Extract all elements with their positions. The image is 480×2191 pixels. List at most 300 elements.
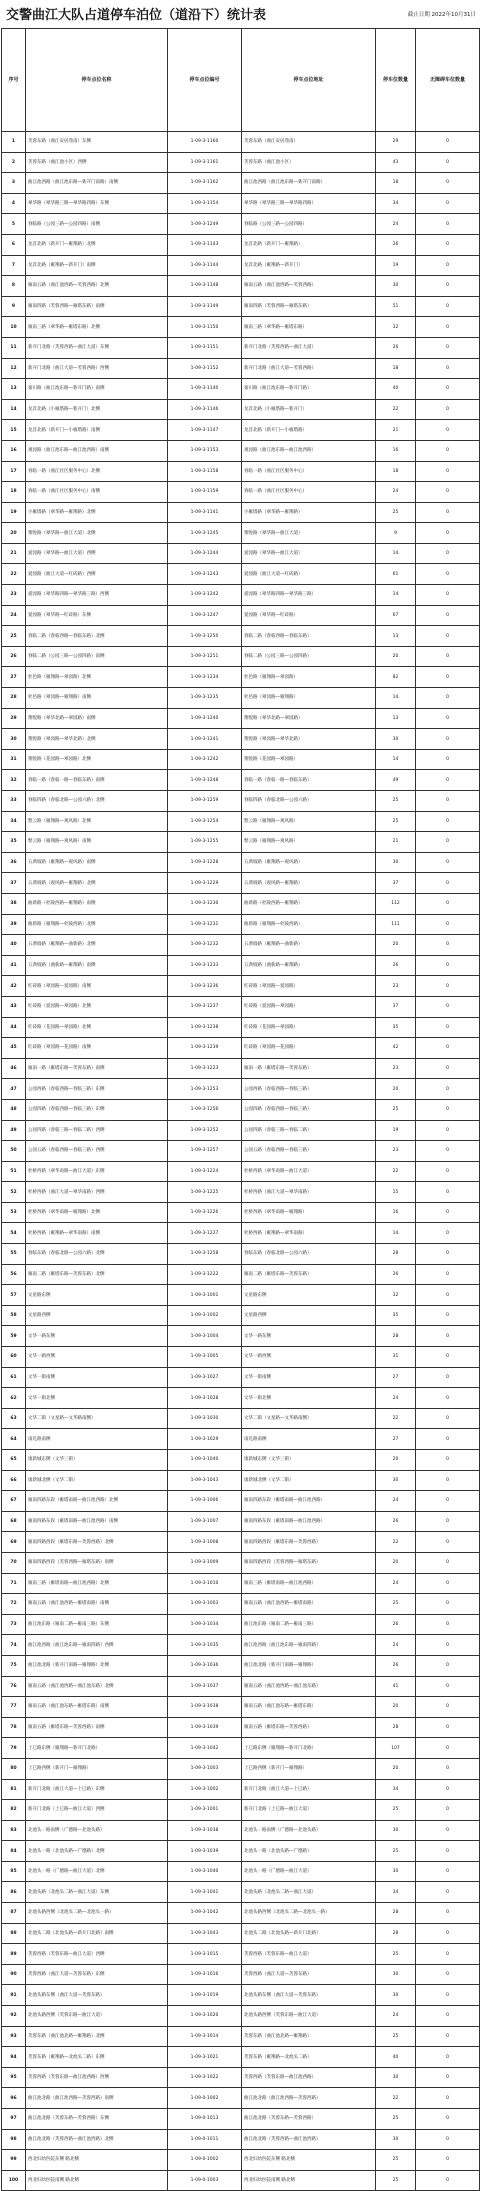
cell-bar: 0 (416, 1614, 480, 1635)
cell-cnt: 30 (376, 1985, 416, 2006)
cell-cnt: 24 (376, 1573, 416, 1594)
cell-name: 新开门北路（上巳路—曲江大道）西侧 (26, 1800, 168, 1821)
table-row (2, 729, 480, 750)
cell-loc: 新开门北路（曲江大道—芙蓉西路） (242, 358, 376, 379)
cell-name: 曲江池北路（新开门南路—雁翔路）北侧 (26, 1655, 168, 1676)
cell-cnt: 26 (376, 234, 416, 255)
table-row (2, 1532, 480, 1553)
cell-cnt: 20 (376, 1552, 416, 1573)
cell-code: 1-09-3-1004 (168, 1326, 242, 1347)
cell-bar: 0 (416, 749, 480, 770)
cell-loc: 观园路（曲江池东路—曲江池西路） (242, 440, 376, 461)
cell-loc: 文华一街南侧 (242, 1367, 376, 1388)
table-row (2, 132, 480, 153)
table-row (2, 399, 480, 420)
cell-name: 文华一街南侧 (26, 1367, 168, 1388)
table-row (2, 1841, 480, 1862)
cell-bar: 0 (416, 770, 480, 791)
cell-no: 36 (2, 852, 26, 873)
cell-bar: 0 (416, 1367, 480, 1388)
cell-bar: 0 (416, 1264, 480, 1285)
cell-cnt: 23 (376, 1141, 416, 1162)
cell-name: 南礼路南侧 (26, 1429, 168, 1450)
cell-cnt: 24 (376, 1388, 416, 1409)
cell-loc: 文华一路西侧 (242, 1347, 376, 1368)
cell-cnt: 41 (376, 1676, 416, 1697)
cell-loc: 龙首北路（小雁塔路—新开门） (242, 399, 376, 420)
cell-code: 1-09-0-1003 (168, 2170, 242, 2191)
cell-cnt: 24 (376, 1635, 416, 1656)
cell-code: 1-09-3-1146 (168, 399, 242, 420)
cell-loc: 芙蓉东路（曲江安居苑南） (242, 132, 376, 153)
cell-cnt: 25 (376, 791, 416, 812)
cell-no: 89 (2, 1944, 26, 1965)
table-row (2, 1347, 480, 1368)
cell-loc: 杜桥西路（雁翔路—翠华南路） (242, 1223, 376, 1244)
cell-bar: 0 (416, 1655, 480, 1676)
table-row (2, 1038, 480, 1059)
cell-no: 80 (2, 1758, 26, 1779)
cell-bar: 0 (416, 1882, 480, 1903)
cell-name: 北池头一路（广德路—曲江大道）北侧 (26, 1861, 168, 1882)
cell-code: 1-09-3-1224 (168, 1161, 242, 1182)
cell-loc: 文华一街北侧 (242, 1388, 376, 1409)
cell-bar: 0 (416, 2047, 480, 2068)
cell-code: 1-09-3-1241 (168, 729, 242, 750)
cell-code: 1-09-3-1040 (168, 1861, 242, 1882)
cell-no: 6 (2, 234, 26, 255)
table-row (2, 585, 480, 606)
cell-no: 28 (2, 688, 26, 709)
table-row (2, 564, 480, 585)
table-row (2, 688, 480, 709)
table-row (2, 1202, 480, 1223)
cell-no: 86 (2, 1882, 26, 1903)
cell-bar: 0 (416, 1552, 480, 1573)
cell-name: 杜桥西路（雁翔路—翠华南路）南侧 (26, 1223, 168, 1244)
cell-no: 18 (2, 482, 26, 503)
cell-loc: 文华二街（文星路—文华路南侧） (242, 1408, 376, 1429)
cell-no: 9 (2, 296, 26, 317)
cell-name: 杜桥西路（翠华南路—雁翔路）北侧 (26, 1202, 168, 1223)
cell-cnt: 82 (376, 667, 416, 688)
cell-loc: 公园五路（春临西路—春临三路） (242, 1141, 376, 1162)
cell-code: 1-09-0-1011 (168, 2129, 242, 2150)
cell-no: 21 (2, 543, 26, 564)
cell-bar: 0 (416, 358, 480, 379)
cell-loc: 雁南四路东段（雁塔南路—曲江池西路） (242, 1491, 376, 1512)
cell-bar: 0 (416, 1800, 480, 1821)
cell-bar: 0 (416, 1758, 480, 1779)
cell-no: 41 (2, 955, 26, 976)
cell-code: 1-09-3-1243 (168, 564, 242, 585)
cell-name: 曲江池北路（芙蓉东路—芙蓉西路）东侧 (26, 2109, 168, 2130)
cell-no: 75 (2, 1655, 26, 1676)
cell-name: 雁南四路（芙蓉西路—雁塔东路）南侧 (26, 296, 168, 317)
header-barrier-free: 无障碍车位数量 (416, 29, 480, 132)
cell-name: 雁南二路（雁塔东路—芙蓉东路）北侧 (26, 1264, 168, 1285)
cell-name: 文星路东侧 (26, 1285, 168, 1306)
cell-bar: 0 (416, 914, 480, 935)
cell-no: 11 (2, 337, 26, 358)
cell-name: 红砖路（翠园路—爱园路）南侧 (26, 976, 168, 997)
cell-name: 北池头二路（北池头路—新开门北路）南侧 (26, 1923, 168, 1944)
cell-code: 1-09-3-1247 (168, 605, 242, 626)
cell-bar: 0 (416, 440, 480, 461)
table-row (2, 2006, 480, 2027)
cell-cnt: 43 (376, 152, 416, 173)
cell-name: 雁南五路（曲江池西路—雁塔南路）南侧 (26, 1594, 168, 1615)
cell-bar: 0 (416, 193, 480, 214)
table-row (2, 1820, 480, 1841)
cell-cnt: 21 (376, 832, 416, 853)
cell-name: 芙蓉东路（曲江安居苑南）东侧 (26, 132, 168, 153)
cell-loc: 翔悦路（翠华北路—翠园路） (242, 708, 376, 729)
table-row (2, 1408, 480, 1429)
table-row (2, 1697, 480, 1718)
cell-loc: 雁南四路东段（雁塔南路—曲江池西路） (242, 1511, 376, 1532)
cell-loc: 文华一路东侧 (242, 1326, 376, 1347)
table-row (2, 358, 480, 379)
table-row (2, 1903, 480, 1924)
cell-name: 雁南五路（雁塔东路—芙蓉西路）南侧 (26, 1717, 168, 1738)
cell-name: 繁云路（雁翔路—观风路）北侧 (26, 811, 168, 832)
cell-name: 上巳路西侧（新开门—雁翔路） (26, 1758, 168, 1779)
cell-no: 92 (2, 2006, 26, 2027)
cell-name: 文华一路西侧 (26, 1347, 168, 1368)
cell-cnt: 13 (376, 626, 416, 647)
cell-bar: 0 (416, 1244, 480, 1265)
cell-loc: 杜桥西路（曲江大道—翠华南路） (242, 1182, 376, 1203)
cell-code: 1-09-3-1001 (168, 1800, 242, 1821)
table-row (2, 337, 480, 358)
cell-bar: 0 (416, 2026, 480, 2047)
cell-no: 88 (2, 1923, 26, 1944)
cell-loc: 公园西路（春临西路—春临三路） (242, 1079, 376, 1100)
cell-bar: 0 (416, 379, 480, 400)
cell-name: 文华二街（文星路—文华路南侧） (26, 1408, 168, 1429)
table-row (2, 852, 480, 873)
cell-loc: 春临四路（春临北路—公园六路） (242, 791, 376, 812)
cell-code: 1-09-3-1001 (168, 1285, 242, 1306)
cell-loc: 春临一路（曲江社区服务中心） (242, 461, 376, 482)
cell-name: 龙首北路（新开门—雁翔路）北侧 (26, 234, 168, 255)
cell-code: 1-09-3-1039 (168, 1717, 242, 1738)
cell-no: 5 (2, 214, 26, 235)
cell-bar: 0 (416, 605, 480, 626)
cell-no: 73 (2, 1614, 26, 1635)
cell-name: 雁南一路（雁塔东路—芙蓉东路）南侧 (26, 1058, 168, 1079)
cell-name: 公园西路（春临西路—春临三路）东侧 (26, 1079, 168, 1100)
cell-no: 34 (2, 811, 26, 832)
cell-no: 97 (2, 2109, 26, 2130)
cell-no: 4 (2, 193, 26, 214)
cell-name: 曲江池西路（曲江池东路—雁南四路）西侧 (26, 1635, 168, 1656)
cell-bar: 0 (416, 626, 480, 647)
cell-name: 曲新路（雁翔路—杜陵西路）北侧 (26, 914, 168, 935)
cell-bar: 0 (416, 1717, 480, 1738)
cell-no: 87 (2, 1903, 26, 1924)
cell-name: 杜桥西路（曲江大道—翠华南路）西侧 (26, 1182, 168, 1203)
cell-code: 1-09-3-1151 (168, 337, 242, 358)
cell-name: 春临四路（春临北路—公园六路）北侧 (26, 791, 168, 812)
cell-loc: 康新城北侧（文华二街） (242, 1470, 376, 1491)
cell-loc: 康新城东侧（文华三街） (242, 1450, 376, 1471)
cell-no: 39 (2, 914, 26, 935)
cell-cnt: 26 (376, 1264, 416, 1285)
cell-bar: 0 (416, 1635, 480, 1656)
table-row (2, 1738, 480, 1759)
cell-name: 雁南三路（雁塔南路—曲江池西路）北侧 (26, 1573, 168, 1594)
cell-loc: 繁云路（雁翔路—观风路） (242, 811, 376, 832)
cell-no: 37 (2, 873, 26, 894)
cell-cnt: 21 (376, 420, 416, 441)
cell-loc: 曲江池西路（曲江池东路—新开门南路） (242, 173, 376, 194)
table-row (2, 1861, 480, 1882)
cell-code: 1-09-3-1027 (168, 1367, 242, 1388)
cell-no: 62 (2, 1388, 26, 1409)
cell-no: 19 (2, 502, 26, 523)
cell-name: 芙蓉东路（雁翔路—北池头二路）东侧 (26, 2047, 168, 2068)
cell-no: 15 (2, 420, 26, 441)
cell-cnt: 29 (376, 132, 416, 153)
cell-no: 2 (2, 152, 26, 173)
cell-name: 公园五路（春临西路—春临三路）西侧 (26, 1141, 168, 1162)
table-row (2, 379, 480, 400)
cell-name: 春临路（公园三路—公园四路）南侧 (26, 214, 168, 235)
cell-code: 1-09-3-1036 (168, 1655, 242, 1676)
cell-loc: 雁南五路（雁塔东路—芙蓉西路） (242, 1717, 376, 1738)
table-row (2, 1800, 480, 1821)
cell-cnt: 27 (376, 1429, 416, 1450)
cell-name: 曲江池北路（曲江池西路—芙蓉西路）南侧 (26, 2088, 168, 2109)
cell-no: 70 (2, 1552, 26, 1573)
cell-bar: 0 (416, 893, 480, 914)
cell-name: 北池头路东侧（曲江大道—芙蓉东路） (26, 1985, 168, 2006)
cell-bar: 0 (416, 482, 480, 503)
cell-cnt: 25 (376, 2150, 416, 2171)
cell-cnt: 35 (376, 1305, 416, 1326)
cell-cnt: 25 (376, 1099, 416, 1120)
table-row (2, 955, 480, 976)
cell-no: 95 (2, 2067, 26, 2088)
cell-bar: 0 (416, 1141, 480, 1162)
table-row (2, 626, 480, 647)
cell-loc: 龙首北路（新开门—雁翔路） (242, 234, 376, 255)
table-row (2, 1923, 480, 1944)
cell-code: 1-09-3-1240 (168, 708, 242, 729)
cell-cnt: 25 (376, 1841, 416, 1862)
table-row (2, 2129, 480, 2150)
cell-bar: 0 (416, 1470, 480, 1491)
cell-loc: 春临二路（春临西路—春临东路） (242, 626, 376, 647)
cell-loc: 曲江池北路（新开门南路—雁翔路） (242, 1655, 376, 1676)
cell-no: 46 (2, 1058, 26, 1079)
table-row (2, 420, 480, 441)
cell-no: 93 (2, 2026, 26, 2047)
table-row (2, 1614, 480, 1635)
cell-code: 1-09-3-1149 (168, 296, 242, 317)
cell-cnt: 20 (376, 646, 416, 667)
cell-name: 杜邑路（雁翔路—翠园路）北侧 (26, 667, 168, 688)
cell-loc: 北池头路东侧（曲江大道—芙蓉东路） (242, 1985, 376, 2006)
cell-name: 翔悦路（花园路—翠园路）北侧 (26, 749, 168, 770)
cell-cnt: 27 (376, 1367, 416, 1388)
cell-bar: 0 (416, 2129, 480, 2150)
table-row (2, 1635, 480, 1656)
cell-loc: 北池头一路（北池头路—广德路） (242, 1841, 376, 1862)
cell-loc: 雁南三路（雁塔南路—曲江池西路） (242, 1573, 376, 1594)
cell-no: 51 (2, 1161, 26, 1182)
table-row (2, 1305, 480, 1326)
cell-cnt: 31 (376, 1347, 416, 1368)
cell-no: 8 (2, 276, 26, 297)
cell-cnt: 25 (376, 2170, 416, 2191)
cell-name: 五典坡路（观风路—雁翔路）北侧 (26, 873, 168, 894)
cell-name: 北池头路西侧（芙蓉东路—曲江大道） (26, 2006, 168, 2027)
table-row (2, 1470, 480, 1491)
cell-code: 1-09-3-1019 (168, 1985, 242, 2006)
cell-no: 32 (2, 770, 26, 791)
cell-bar: 0 (416, 1841, 480, 1862)
cell-bar: 0 (416, 955, 480, 976)
cell-no: 50 (2, 1141, 26, 1162)
cell-bar: 0 (416, 667, 480, 688)
cell-bar: 0 (416, 1573, 480, 1594)
table-row (2, 1223, 480, 1244)
cell-no: 96 (2, 2088, 26, 2109)
cell-bar: 0 (416, 214, 480, 235)
cell-no: 44 (2, 1017, 26, 1038)
cell-name: 雁南四路东段（雁塔南路—曲江池西路）南侧 (26, 1511, 168, 1532)
cell-bar: 0 (416, 255, 480, 276)
cell-loc: 春临二路（公园三路—公园四路） (242, 646, 376, 667)
table-row (2, 1491, 480, 1512)
cell-loc: 爱园路（翠华路—红砖路） (242, 605, 376, 626)
cell-name: 五典坡路（雁翔路—曲新路）北侧 (26, 935, 168, 956)
cell-name: 春临二路（春临西路—春临东路）北侧 (26, 626, 168, 647)
table-row (2, 1161, 480, 1182)
cell-no: 3 (2, 173, 26, 194)
cell-code: 1-09-3-1253 (168, 1079, 242, 1100)
cell-loc: 芙蓉西路（芙蓉东路—曲江池西路） (242, 2067, 376, 2088)
cell-loc: 公园四路（春临西路—春临三路） (242, 1099, 376, 1120)
cell-cnt: 42 (376, 1038, 416, 1059)
cell-code: 1-09-3-1038 (168, 1820, 242, 1841)
table-row (2, 791, 480, 812)
table-row (2, 708, 480, 729)
cell-no: 82 (2, 1800, 26, 1821)
cell-name: 杜邑路（翠园路—雁翔路）南侧 (26, 688, 168, 709)
cell-bar: 0 (416, 523, 480, 544)
cell-bar: 0 (416, 296, 480, 317)
cell-loc: 小雁塔路（翠华路—雁翔路） (242, 502, 376, 523)
cell-no: 22 (2, 564, 26, 585)
table-row (2, 1388, 480, 1409)
cell-cnt: 28 (376, 1923, 416, 1944)
cell-loc: 春临一路（曲江社区服务中心） (242, 482, 376, 503)
cell-code: 1-09-3-1239 (168, 1038, 242, 1059)
cell-bar: 0 (416, 2088, 480, 2109)
cell-cnt: 14 (376, 749, 416, 770)
cell-cnt: 23 (376, 976, 416, 997)
cell-loc: 翠华路（翠华路三路—翠华路四路） (242, 193, 376, 214)
cell-cnt: 9 (376, 523, 416, 544)
cell-code: 1-09-3-1016 (168, 1964, 242, 1985)
cell-cnt: 37 (376, 873, 416, 894)
cell-cnt: 20 (376, 1079, 416, 1100)
cell-code: 1-09-3-1150 (168, 317, 242, 338)
cell-no: 98 (2, 2129, 26, 2150)
cell-name: 新开门北路（芙蓉西路—曲江大道）东侧 (26, 337, 168, 358)
cell-name: 爱园路（翠华路—红砖路）东侧 (26, 605, 168, 626)
cell-name: 龙首北路（小雁塔路—新开门）北侧 (26, 399, 168, 420)
cell-bar: 0 (416, 976, 480, 997)
cell-no: 26 (2, 646, 26, 667)
cell-cnt: 25 (376, 811, 416, 832)
cell-cnt: 22 (376, 399, 416, 420)
cell-cnt: 20 (376, 1758, 416, 1779)
cell-bar: 0 (416, 1161, 480, 1182)
cell-loc: 新开门北路（曲江大道—上巳路） (242, 1779, 376, 1800)
cell-loc: 春临路（公园三路—公园四路） (242, 214, 376, 235)
cell-name: 芙蓉西路（曲江大道—芙蓉东路）东侧 (26, 1964, 168, 1985)
cell-bar: 0 (416, 1532, 480, 1553)
cell-cnt: 22 (376, 2088, 416, 2109)
cell-loc: 翔悦路（翠华路—曲江大道） (242, 523, 376, 544)
cell-name: 春临一路（曲江社区服务中心）南侧 (26, 482, 168, 503)
cell-loc: 龙首北路（雁翔路—新开门） (242, 255, 376, 276)
cell-no: 7 (2, 255, 26, 276)
cell-no: 31 (2, 749, 26, 770)
cell-loc: 红砖路（爱园路—翠园路） (242, 996, 376, 1017)
cell-code: 1-09-3-1041 (168, 1882, 242, 1903)
cell-cnt: 107 (376, 1738, 416, 1759)
cell-no: 35 (2, 832, 26, 853)
cell-no: 58 (2, 1305, 26, 1326)
cell-cnt: 25 (376, 1800, 416, 1821)
table-row (2, 1264, 480, 1285)
cell-name: 公园四路（春临三路—春临二路）西侧 (26, 1120, 168, 1141)
cell-bar: 0 (416, 1697, 480, 1718)
cell-code: 1-09-3-1153 (168, 440, 242, 461)
cell-cnt: 30 (376, 1861, 416, 1882)
cell-code: 1-09-3-1029 (168, 1429, 242, 1450)
cell-code: 1-09-3-1238 (168, 1017, 242, 1038)
table-row (2, 2150, 480, 2171)
cell-cnt: 14 (376, 1223, 416, 1244)
cell-code: 1-09-3-1007 (168, 1511, 242, 1532)
cell-loc: 曲新路（杜陵西路—雁翔路） (242, 893, 376, 914)
cell-loc: 西北妇幼医院东侧 路北侧 (242, 2150, 376, 2171)
cell-no: 52 (2, 1182, 26, 1203)
cell-bar: 0 (416, 461, 480, 482)
cell-name: 红砖路（爱园路—翠园路）北侧 (26, 996, 168, 1017)
table-row (2, 2109, 480, 2130)
cell-code: 1-09-3-1234 (168, 667, 242, 688)
cell-bar: 0 (416, 317, 480, 338)
cell-cnt: 32 (376, 317, 416, 338)
cell-cnt: 28 (376, 1244, 416, 1265)
cell-code: 1-09-3-1235 (168, 688, 242, 709)
cell-code: 1-09-3-1148 (168, 276, 242, 297)
table-row (2, 811, 480, 832)
cell-bar: 0 (416, 585, 480, 606)
cell-no: 49 (2, 1120, 26, 1141)
cell-code: 1-09-3-1042 (168, 1738, 242, 1759)
table-row (2, 1552, 480, 1573)
table-row (2, 1017, 480, 1038)
